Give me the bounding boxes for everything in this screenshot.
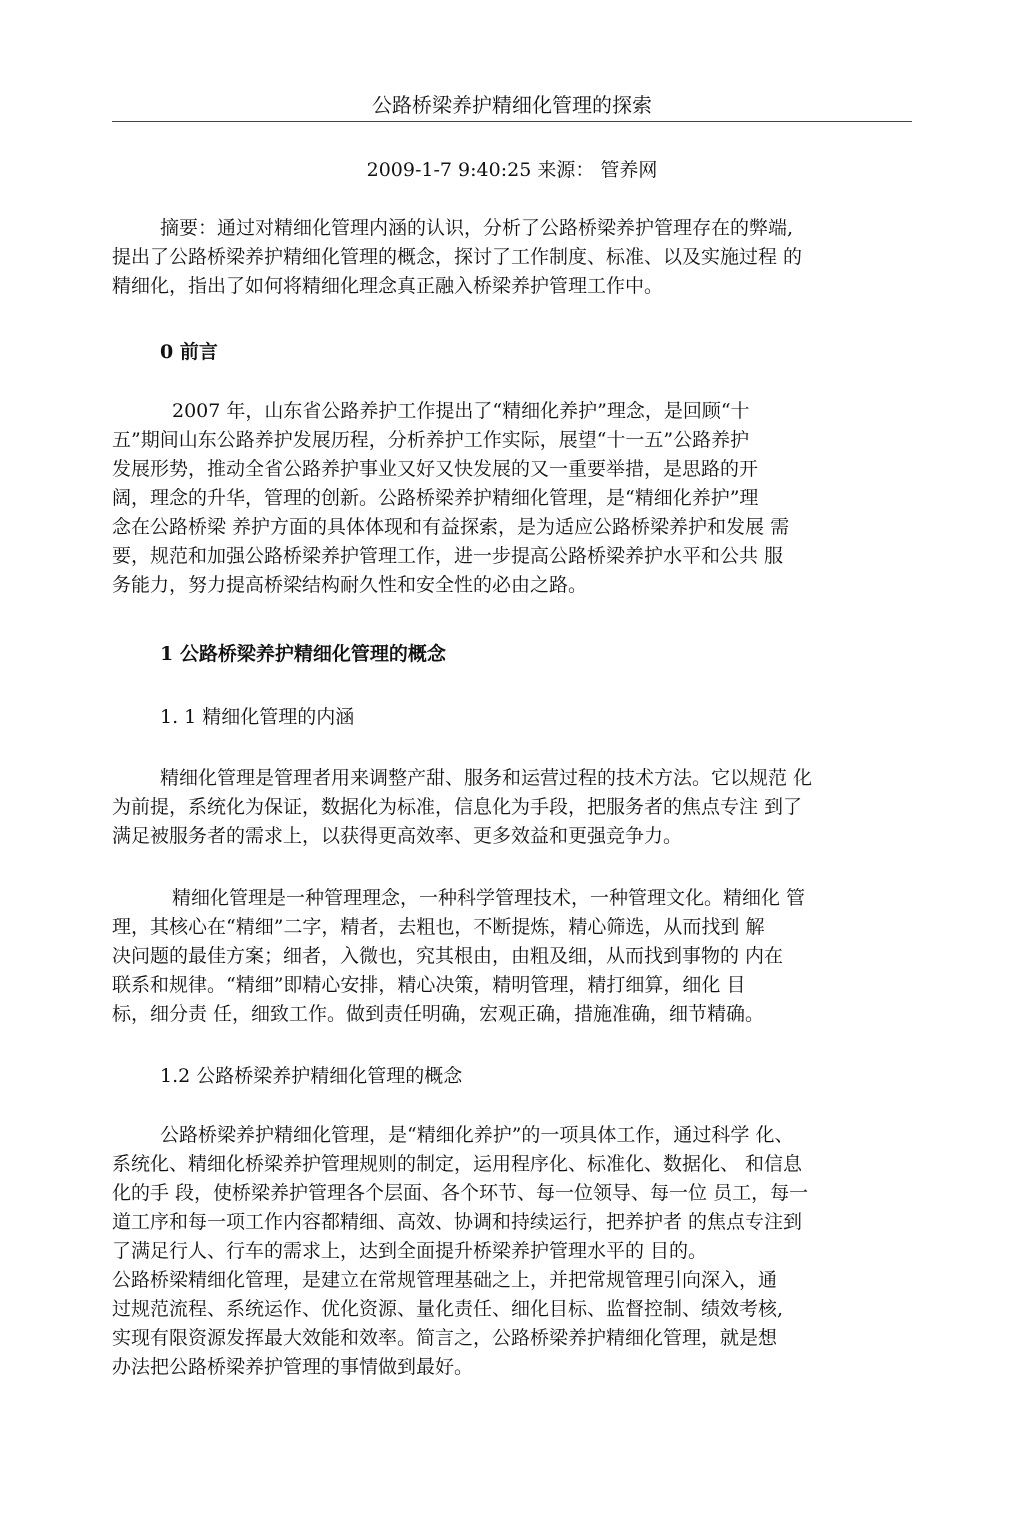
document-title: 公路桥梁养护精细化管理的探索 xyxy=(372,93,652,117)
text-line: 2007 年，山东省公路养护工作提出了“精细化养护”理念，是回顾“十 xyxy=(172,400,750,422)
text-line: 务能力，努力提高桥梁结构耐久性和安全性的必由之路。 xyxy=(112,574,588,596)
heading-0 xyxy=(112,338,912,367)
text-line: 精细化管理是管理者用来调整产甜、服务和运营过程的技术方法。它以规范 化 xyxy=(160,767,813,789)
text-line: 五”期间山东公路养护发展历程，分析养护工作实际，展望“十一五”公路养护 xyxy=(112,429,750,451)
text-line: 公路桥梁精细化管理，是建立在常规管理基础之上，并把常规管理引向深入，通 xyxy=(112,1269,778,1291)
text-line: 提出了公路桥梁养护精细化管理的概念，探讨了工作制度、标准、以及实施过程 的 xyxy=(112,246,803,268)
text-line: 精细化管理是一种管理理念，一种科学管理技术，一种管理文化。精细化 管 xyxy=(172,887,806,909)
text-line: 要，规范和加强公路桥梁养护管理工作，进一步提高公路桥梁养护水平和公共 服 xyxy=(112,545,784,567)
intro-paragraph xyxy=(112,397,912,600)
abstract-paragraph xyxy=(112,214,912,301)
text-line: 理，其核心在“精细”二字，精者，去粗也，不断提炼，精心筛选，从而找到 解 xyxy=(112,916,765,938)
text-line: 念在公路桥梁 养护方面的具体体现和有益探索，是为适应公路桥梁养护和发展 需 xyxy=(112,516,790,538)
text-line: 为前提，系统化为保证，数据化为标准，信息化为手段，把服务者的焦点专注 到了 xyxy=(112,796,803,818)
text-line: 办法把公路桥梁养护管理的事情做到最好。 xyxy=(112,1356,474,1378)
text-line: 联系和规律。“精细”即精心安排，精心决策，精明管理，精打细算，细化 目 xyxy=(112,974,746,996)
heading-1-1 xyxy=(112,703,912,732)
text-line: 道工序和每一项工作内容都精细、高效、协调和持续运行，把养护者 的焦点专注到 xyxy=(112,1211,803,1233)
text-line: 标，细分责 任，细致工作。做到责任明确，宏观正确，措施准确，细节精确。 xyxy=(112,1003,765,1025)
text-line: 系统化、精细化桥梁养护管理规则的制定，运用程序化、标准化、数据化、 和信息 xyxy=(112,1153,803,1175)
title-divider xyxy=(112,121,912,122)
text-line: 发展形势，推动全省公路养护事业又好又快发展的又一重要举措，是思路的开 xyxy=(112,458,759,480)
subsection-heading: 1. 1 精细化管理的内涵 xyxy=(160,706,355,728)
section-heading: 1 公路桥梁养护精细化管理的概念 xyxy=(160,643,446,665)
paragraph-3 xyxy=(112,1121,912,1382)
text-line: 了满足行人、行车的需求上，达到全面提升桥梁养护管理水平的 目的。 xyxy=(112,1240,708,1262)
text-line: 公路桥梁养护精细化管理，是“精细化养护”的一项具体工作，通过科学 化、 xyxy=(160,1124,794,1146)
paragraph-1 xyxy=(112,764,912,851)
heading-1-2 xyxy=(112,1062,912,1091)
text-line: 摘要：通过对精细化管理内涵的认识，分析了公路桥梁养护管理存在的弊端, xyxy=(160,217,794,239)
paragraph-2 xyxy=(112,884,912,1029)
text-line: 阔，理念的升华，管理的创新。公路桥梁养护精细化管理，是“精细化养护”理 xyxy=(112,487,759,509)
text-line: 过规范流程、系统运作、优化资源、量化责任、细化目标、监督控制、绩效考核, xyxy=(112,1298,784,1320)
text-line: 满足被服务者的需求上，以获得更高效率、更多效益和更强竞争力。 xyxy=(112,825,683,847)
subsection-heading: 1.2 公路桥梁养护精细化管理的概念 xyxy=(160,1065,463,1087)
text-line: 精细化，指出了如何将精细化理念真正融入桥梁养护管理工作中。 xyxy=(112,275,664,297)
heading-1 xyxy=(112,640,912,669)
text-line: 化的手 段，使桥梁养护管理各个层面、各个环节、每一位领导、每一位 员工，每一 xyxy=(112,1182,809,1204)
publish-meta: 2009-1-7 9:40:25 来源： 管养网 xyxy=(366,159,658,181)
text-line: 实现有限资源发挥最大效能和效率。简言之，公路桥梁养护精细化管理，就是想 xyxy=(112,1327,778,1349)
text-line: 决问题的最佳方案；细者，入微也，究其根由，由粗及细，从而找到事物的 内在 xyxy=(112,945,784,967)
section-heading: 0 前言 xyxy=(160,341,218,363)
